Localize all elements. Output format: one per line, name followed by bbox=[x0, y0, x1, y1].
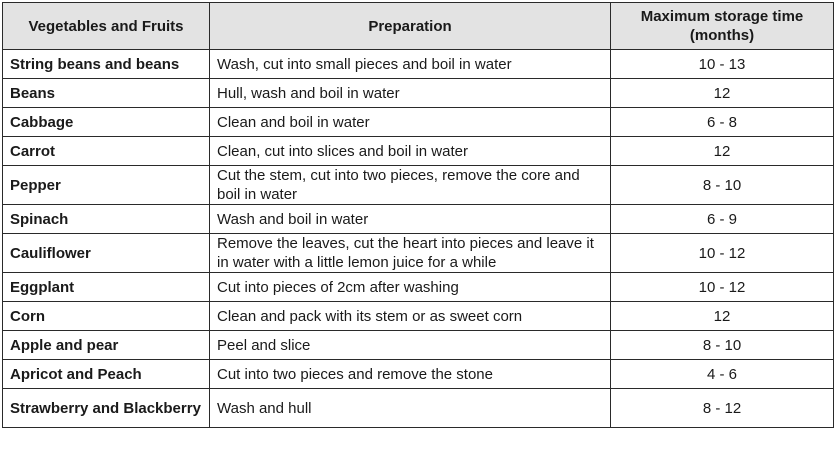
table-row bbox=[3, 302, 834, 331]
header-row bbox=[3, 3, 834, 50]
cell-preparation: Hull, wash and boil in water bbox=[210, 79, 611, 108]
table-row bbox=[3, 108, 834, 137]
table-row bbox=[3, 273, 834, 302]
table-row bbox=[3, 137, 834, 166]
table-row bbox=[3, 360, 834, 389]
cell-item: Cabbage bbox=[3, 108, 210, 137]
storage-table bbox=[2, 2, 834, 428]
table-body bbox=[3, 50, 834, 428]
cell-preparation: Wash and boil in water bbox=[210, 205, 611, 234]
cell-storage-time: 12 bbox=[611, 137, 834, 166]
cell-storage-time: 6 - 9 bbox=[611, 205, 834, 234]
storage-table-container bbox=[2, 2, 833, 469]
table-header bbox=[3, 3, 834, 50]
cell-storage-time: 8 - 10 bbox=[611, 166, 834, 205]
header-vegetables-fruits: Vegetables and Fruits bbox=[3, 3, 210, 50]
cell-storage-time: 8 - 12 bbox=[611, 389, 834, 428]
cell-item: Strawberry and Blackberry bbox=[3, 389, 210, 428]
cell-preparation: Cut into pieces of 2cm after washing bbox=[210, 273, 611, 302]
cell-preparation: Clean and boil in water bbox=[210, 108, 611, 137]
cell-storage-time: 10 - 13 bbox=[611, 50, 834, 79]
header-max-storage-time: Maximum storage time (months) bbox=[611, 3, 834, 50]
table-row bbox=[3, 166, 834, 205]
cell-preparation: Peel and slice bbox=[210, 331, 611, 360]
cell-storage-time: 8 - 10 bbox=[611, 331, 834, 360]
header-preparation: Preparation bbox=[210, 3, 611, 50]
cell-item: Beans bbox=[3, 79, 210, 108]
cell-item: Pepper bbox=[3, 166, 210, 205]
cell-preparation: Remove the leaves, cut the heart into pieces and leave it in water with a little lemon juice for a while bbox=[210, 234, 611, 273]
cell-storage-time: 12 bbox=[611, 302, 834, 331]
table-row bbox=[3, 389, 834, 428]
cell-item: Carrot bbox=[3, 137, 210, 166]
cell-item: String beans and beans bbox=[3, 50, 210, 79]
table-row bbox=[3, 331, 834, 360]
cell-item: Corn bbox=[3, 302, 210, 331]
cell-storage-time: 10 - 12 bbox=[611, 234, 834, 273]
cell-preparation: Cut the stem, cut into two pieces, remove the core and boil in water bbox=[210, 166, 611, 205]
cell-preparation: Wash and hull bbox=[210, 389, 611, 428]
cell-preparation: Cut into two pieces and remove the stone bbox=[210, 360, 611, 389]
cell-preparation: Clean and pack with its stem or as sweet corn bbox=[210, 302, 611, 331]
table-row bbox=[3, 234, 834, 273]
cell-item: Cauliflower bbox=[3, 234, 210, 273]
cell-preparation: Clean, cut into slices and boil in water bbox=[210, 137, 611, 166]
cell-item: Apple and pear bbox=[3, 331, 210, 360]
table-row bbox=[3, 50, 834, 79]
cell-item: Spinach bbox=[3, 205, 210, 234]
cell-storage-time: 10 - 12 bbox=[611, 273, 834, 302]
cell-storage-time: 6 - 8 bbox=[611, 108, 834, 137]
table-row bbox=[3, 205, 834, 234]
cell-item: Apricot and Peach bbox=[3, 360, 210, 389]
cell-storage-time: 12 bbox=[611, 79, 834, 108]
table-row bbox=[3, 79, 834, 108]
cell-preparation: Wash, cut into small pieces and boil in water bbox=[210, 50, 611, 79]
cell-storage-time: 4 - 6 bbox=[611, 360, 834, 389]
cell-item: Eggplant bbox=[3, 273, 210, 302]
